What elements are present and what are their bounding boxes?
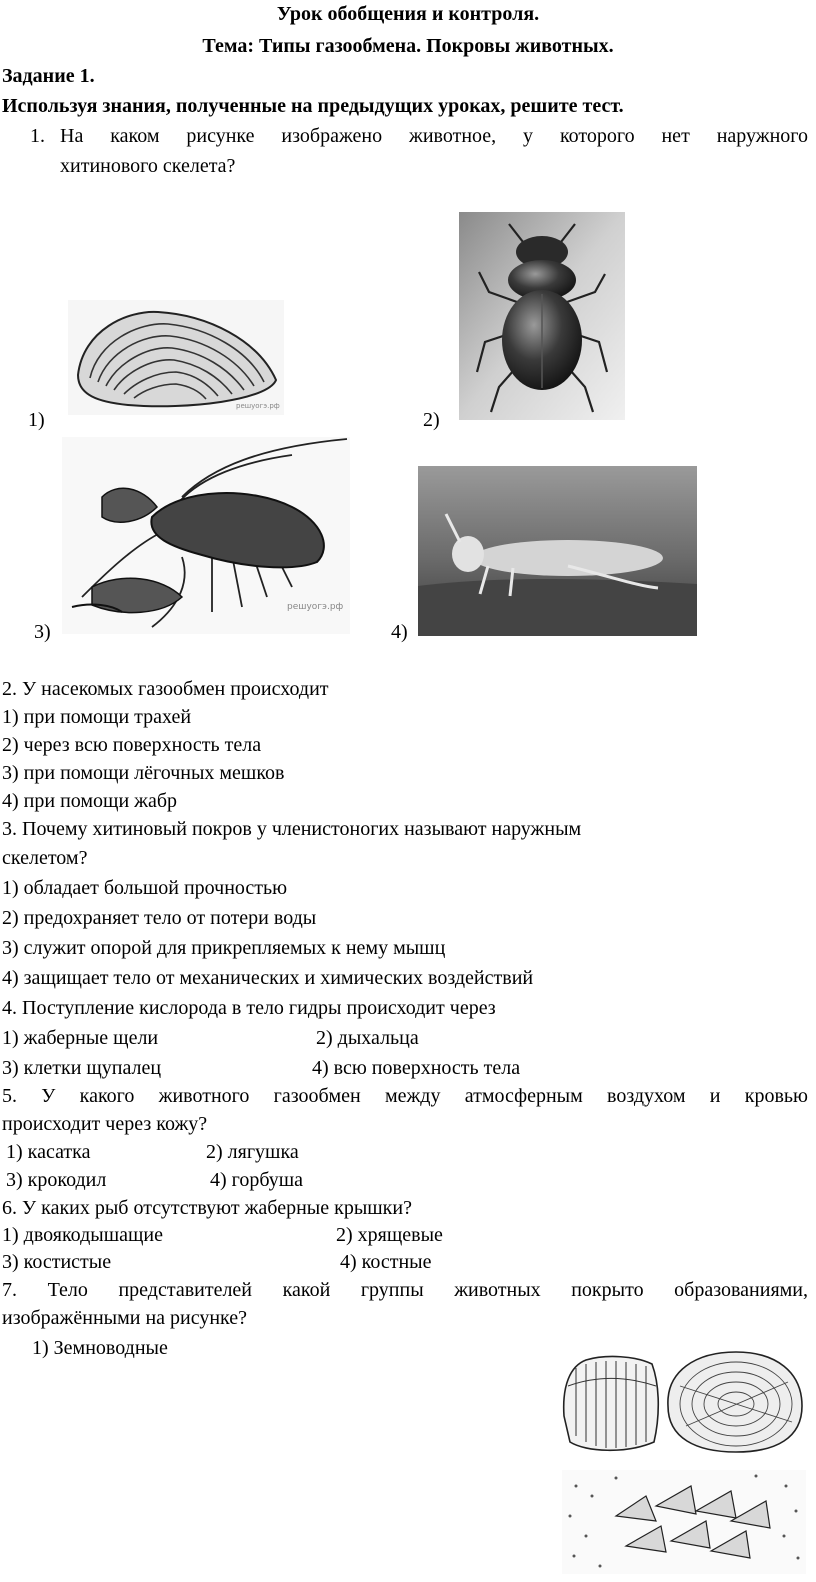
- q1-image-watermark-2: решуогэ.рф: [287, 602, 344, 612]
- q4-option-3: 3) клетки щупалец: [2, 1057, 162, 1079]
- q4-option-4: 4) всю поверхность тела: [312, 1057, 521, 1079]
- q2-option-3: 3) при помощи лёгочных мешков: [2, 762, 285, 784]
- shell-image: [68, 300, 284, 415]
- q3-option-4: 4) защищает тело от механических и химических воздействий: [2, 967, 534, 989]
- crayfish-image: [62, 437, 350, 634]
- q7-option-1: 1) Земноводные: [32, 1337, 168, 1359]
- q5-option-2: 2) лягушка: [206, 1141, 299, 1163]
- task-label: Задание 1.: [2, 65, 95, 87]
- q6-text: 6. У каких рыб отсутствуют жаберные крышки?: [2, 1197, 412, 1219]
- q3-option-3: 3) служит опорой для прикрепляемых к нему мышц: [2, 937, 446, 959]
- fish-scales-image: [556, 1346, 810, 1578]
- beetle-image: [459, 212, 625, 420]
- q1-option-1: 1): [28, 409, 45, 431]
- q6-option-4: 4) костные: [340, 1251, 432, 1273]
- q3-option-1: 1) обладает большой прочностью: [2, 877, 288, 899]
- page-title: Урок обобщения и контроля.: [276, 3, 540, 25]
- q4-text: 4. Поступление кислорода в тело гидры происходит через: [2, 997, 496, 1019]
- q3-line-1: 3. Почему хитиновый покров у членистоногих называют наружным: [2, 818, 582, 840]
- q6-option-3: 3) костистые: [2, 1251, 112, 1273]
- q5-option-4: 4) горбуша: [210, 1169, 304, 1191]
- q5-option-1: 1) касатка: [6, 1141, 91, 1163]
- q4-option-1: 1) жаберные щели: [2, 1027, 159, 1049]
- q2-text: 2. У насекомых газообмен происходит: [2, 678, 329, 700]
- q4-option-2: 2) дыхальца: [316, 1027, 419, 1049]
- q1-line-1: На каком рисунке изображено животное, у которого нет наружного: [60, 125, 808, 147]
- q1-image-watermark: решуогэ.рф: [236, 402, 280, 410]
- q3-line-2: скелетом?: [2, 847, 88, 869]
- q6-option-2: 2) хрящевые: [336, 1224, 443, 1246]
- q2-option-1: 1) при помощи трахей: [2, 706, 192, 728]
- q7-line-2: изображёнными на рисунке?: [2, 1307, 248, 1329]
- q3-option-2: 2) предохраняет тело от потери воды: [2, 907, 317, 929]
- q6-option-1: 1) двоякодышащие: [2, 1224, 163, 1246]
- page-topic: Тема: Типы газообмена. Покровы животных.: [202, 35, 614, 57]
- task-instruction: Используя знания, полученные на предыдущих уроках, решите тест.: [2, 95, 624, 117]
- q1-option-3: 3): [34, 621, 51, 643]
- q1-option-2: 2): [423, 409, 440, 431]
- q1-option-4: 4): [391, 621, 408, 643]
- q2-option-4: 4) при помощи жабр: [2, 790, 178, 812]
- q5-option-3: 3) крокодил: [6, 1169, 107, 1191]
- grasshopper-image: [418, 466, 697, 636]
- q2-option-2: 2) через всю поверхность тела: [2, 734, 262, 756]
- q5-line-1: 5. У какого животного газообмен между атмосферным воздухом и кровью: [2, 1085, 808, 1107]
- q1-number: 1.: [30, 125, 45, 147]
- q5-line-2: происходит через кожу?: [2, 1113, 208, 1135]
- q7-line-1: 7. Тело представителей какой группы животных покрыто образованиями,: [2, 1279, 808, 1301]
- q1-line-2: хитинового скелета?: [60, 155, 236, 177]
